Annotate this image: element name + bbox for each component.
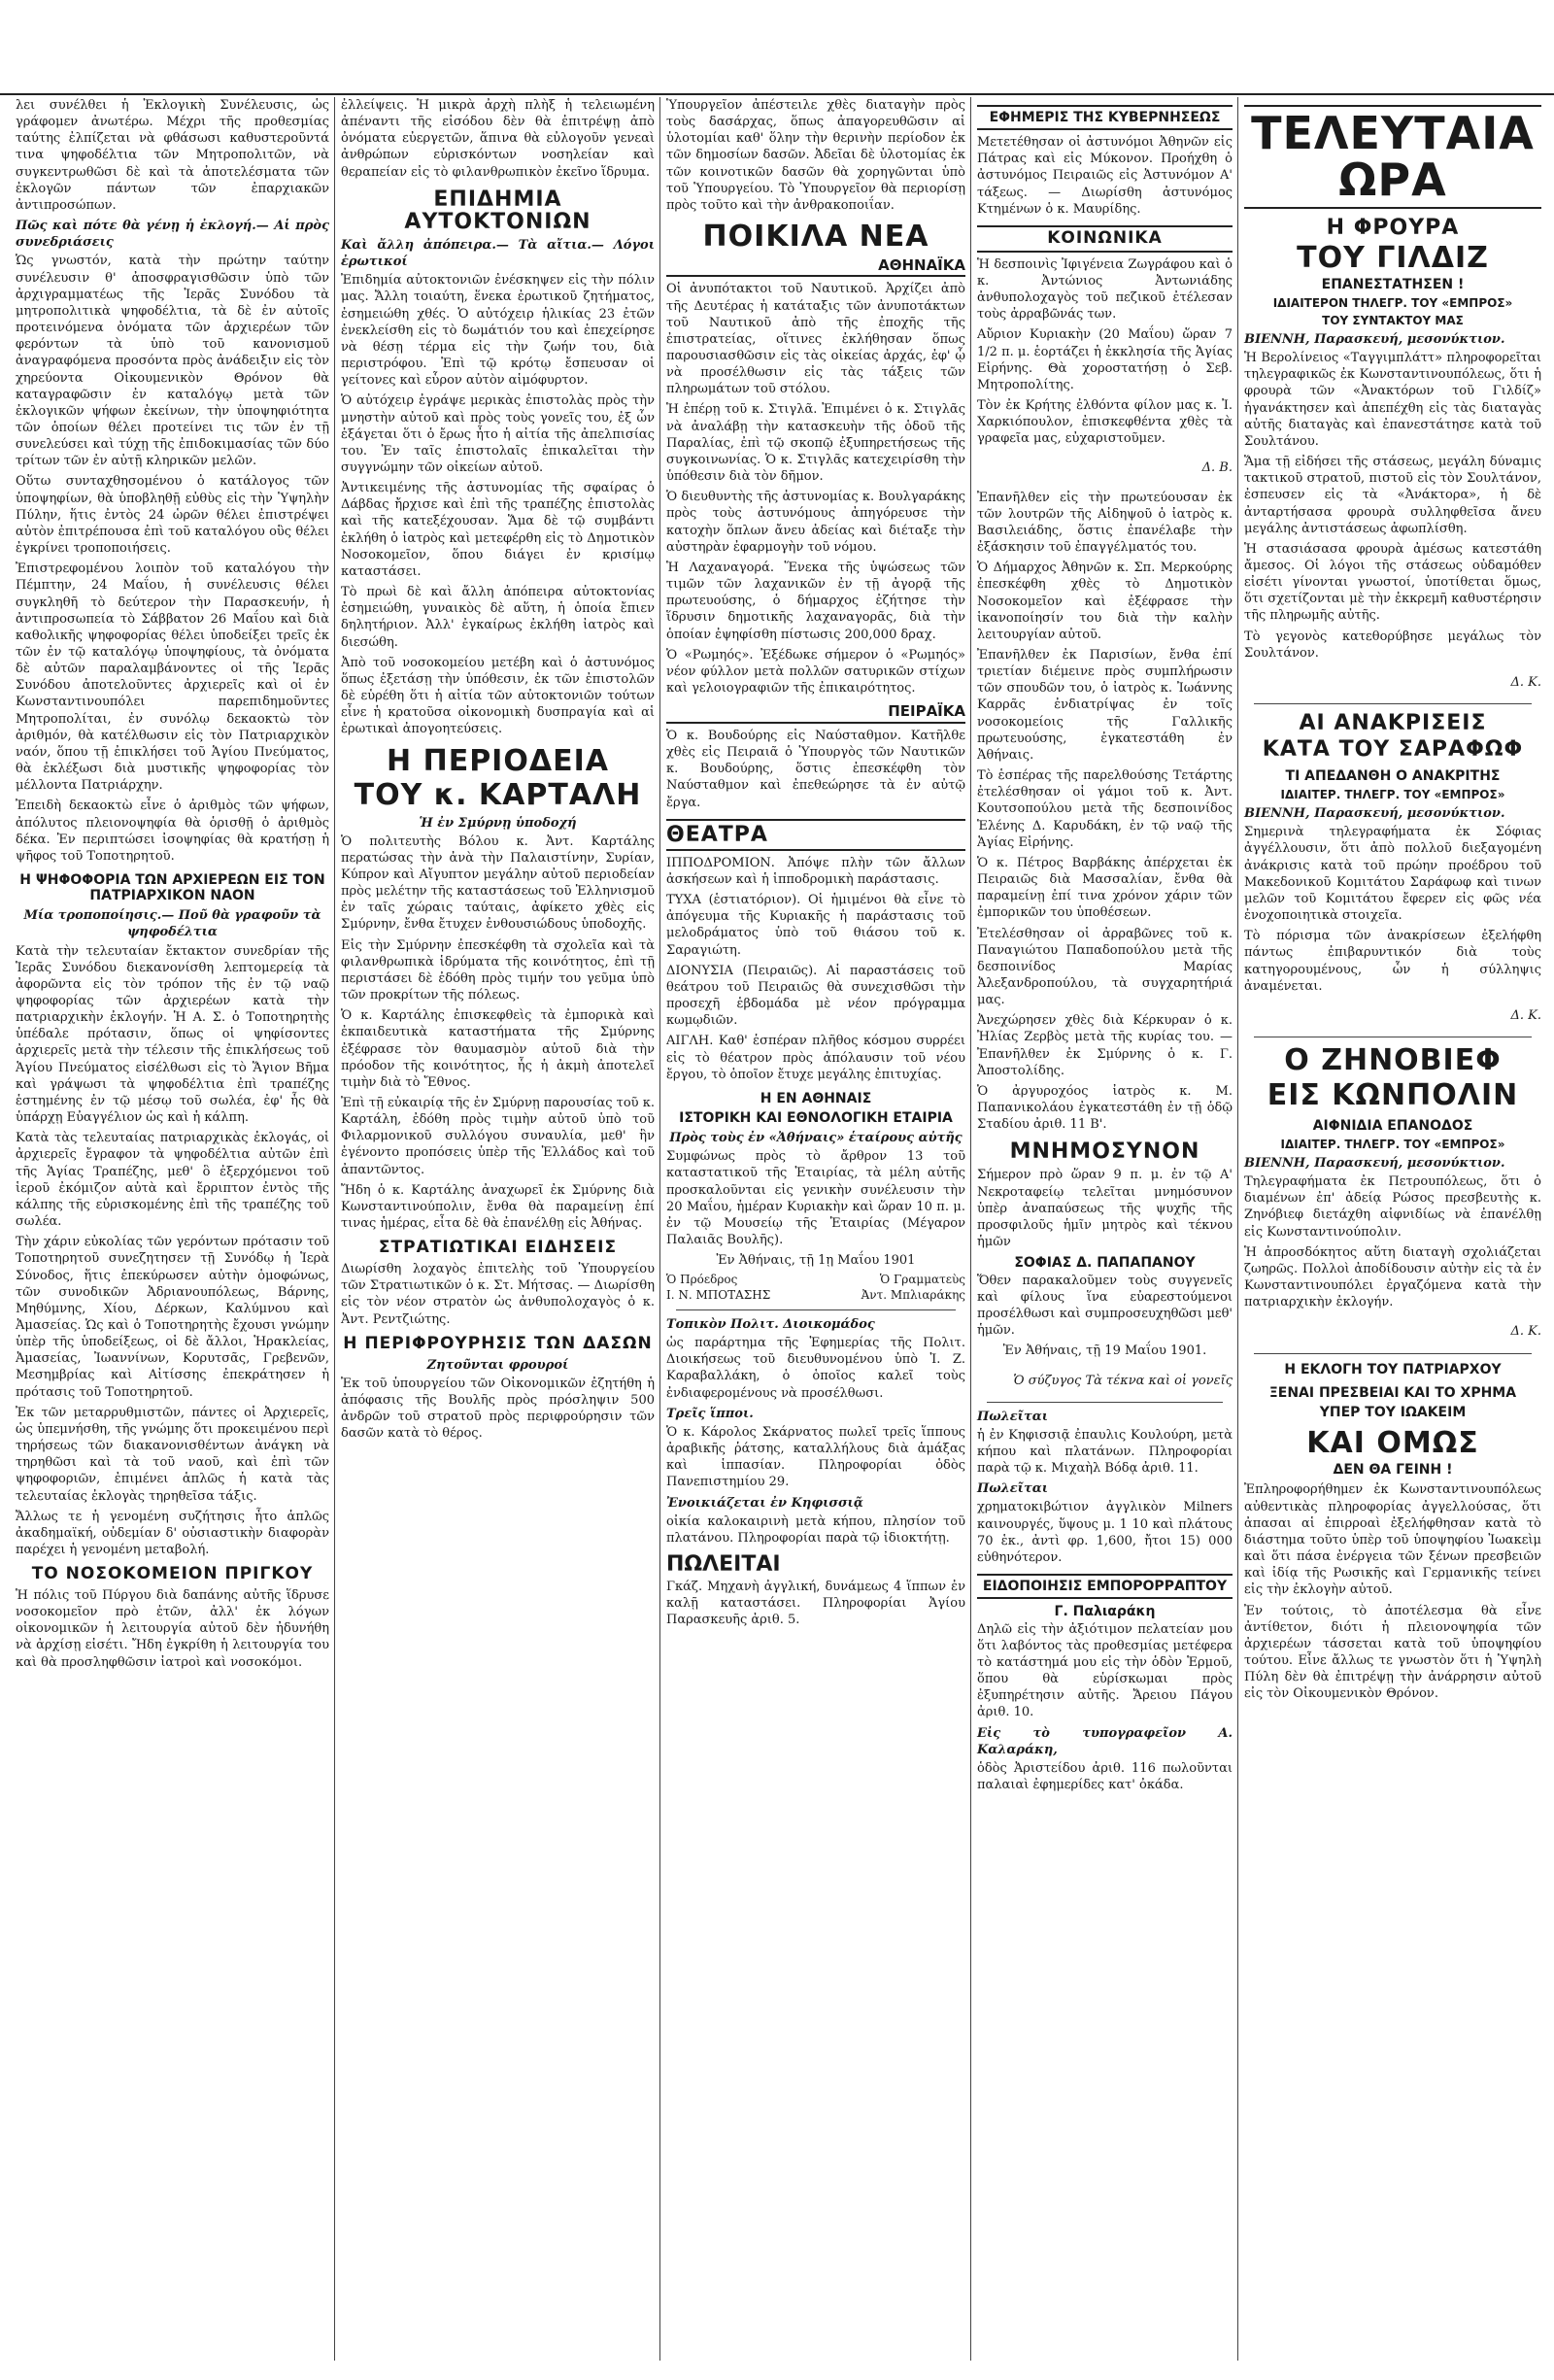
signature: Δ. Κ. — [1510, 1324, 1541, 1340]
article-text: Ἐπειδὴ δεκαοκτὼ εἶνε ὁ ἀριθμὸς τῶν ψήφων, ἀπόλυτος πλειονοψηφία θὰ ὁρισθῇ ὁ ἀριθμὸς δέκα. Ἐν περιπτώσει ἰσοψηφίας θὰ κρατήσῃ ἡ ψῆφος τοῦ Τοποτηρητοῦ. — [16, 799, 329, 864]
article-text: Ὁ διευθυντὴς τῆς ἀστυνομίας κ. Βουλγαράκης πρὸς τοὺς ἀστυνόμους ἀπηγόρευσε τὴν κατοχὴν ὅπλων ἄνευ ἀδείας καὶ διέταξε τὴν αὐστηρὰν ἐφαρμογὴν τοῦ νόμου. — [666, 490, 965, 555]
dateline: ΙΔΙΑΙΤΕΡ. ΤΗΛΕΓΡ. ΤΟΥ «ΕΜΠΡΟΣ» — [1280, 1138, 1505, 1152]
column-3 — [660, 97, 971, 2361]
divider — [1254, 1353, 1532, 1354]
article-text: Τὴν χάριν εὐκολίας τῶν γερόντων πρότασιν τοῦ Τοποτηρητοῦ συνεζητησεν τῇ Συνόδῳ ἡ Ἱερὰ Σύνοδος, ἥτις ἐπεκύρωσεν αὐτὴν ὁμοφώνως, τῶν συνοδικῶν Ἀδριανουπόλεως, Βάρνης, Μηθύμνης, Χίου, Δέρκων, Καλύμνου καὶ Ἀμασείας. Ὡς καὶ ὁ Τοποτηρητὴς ἔχουσι γνώμην ὑπὲρ τῆς ὑποδείξεως, οἱ δὲ ἄλλοι, Ἡρακλείας, Ἀμασείας, Ἰωαννίνων, Κορυτσᾶς, Γρεβενῶν, Μεσημβρίας καὶ Αἰτίσσης ἐπεκράτησεν ἡ πρότασις τοῦ Τοποτηρητοῦ. — [16, 1235, 329, 1400]
subheading: Καὶ ἄλλη ἀπόπειρα.— Τὰ αἴτια.— Λόγοι ἐρωτικοί — [341, 237, 655, 270]
article-text: Εἰς τὴν Σμύρνην ἐπεσκέφθη τὰ σχολεῖα καὶ τὰ φιλανθρωπικὰ ἱδρύματα τῆς κοινότητος, ἐπὶ τῇ περιστάσει δὲ ἐδόθη πρὸς τιμήν του γεῦμα ὑπὸ τῶν προκρίτων τῆς πόλεως. — [341, 937, 655, 1003]
divider — [676, 1309, 956, 1310]
article-text: Ἐπιστρεφομένου λοιπὸν τοῦ καταλόγου τὴν Πέμπτην, 24 Μαΐου, ἡ συνέλευσις θέλει συγκληθῆ τὸ δεύτερον τὴν Παρασκευήν, ἡ ἀντιπροσωπεία τὸ Σάββατον 26 Μαΐου καὶ διὰ καθολικῆς ψηφοφορίας θέλει ὑποδείξει τρεῖς ἐκ τῶν ἐν τῷ καταλόγῳ ὑποψηφίους, τὰ ὀνόματα δὲ αὐτῶν παραλαμβάνοντες οἱ τῆς Ἱερᾶς Συνόδου ἀποτελοῦντες ἀρχιερεῖς καὶ οἱ ἐν Κωνσταντινουπόλει παρεπιδημοῦντες Μητροπολίται, ἐν συνόλῳ δεκαοκτὼ τὸν ἀριθμόν, θὰ κατέλθωσιν εἰς τὸν Πατριαρχικὸν ναόν, ὅπου τῇ ἐπικλήσει τοῦ Ἁγίου Πνεύματος, θὰ ἐκλέξωσι διὰ μυστικῆς ψηφοφορίας τὸν μέλλοντα Πατριάρχην. — [16, 561, 329, 794]
headline: Η ΦΡΟΥΡΑ — [1326, 215, 1460, 240]
headline: ΚΑΤΑ ΤΟΥ ΣΑΡΑΦΩΦ — [1262, 737, 1524, 763]
divider — [1254, 703, 1532, 704]
article-text: Τὸ ἑσπέρας τῆς παρελθούσης Τετάρτης ἐτελέσθησαν οἱ γάμοι τοῦ κ. Ἀντ. Κουτσοπούλου μετὰ τῆς δεσποινίδος Ἑλένης Δ. Καρυδάκη, ἐν τῷ ναῷ τῆς Ἁγίας Εἰρήνης. — [977, 768, 1233, 850]
headline: ΕΠΙΔΗΜΙΑ ΑΥΤΟΚΤΟΝΙΩΝ — [404, 187, 591, 234]
headline: ΥΠΕΡ ΤΟΥ ΙΩΑΚΕΙΜ — [1319, 1404, 1467, 1420]
top-rule — [0, 93, 1554, 95]
headline: ΤΙ ΑΠΕΔΑΝΘΗ Ο ΑΝΑΚΡΙΤΗΣ — [1285, 768, 1501, 785]
headline: ΑΙ ΑΝΑΚΡΙΣΕΙΣ — [1299, 711, 1487, 736]
article-text: Σημερινὰ τηλεγραφήματα ἐκ Σόφιας ἀγγέλλουσιν, ὅτι ἀπὸ πολλοῦ διεξαγομένη ἀνάκρισις κατὰ τοῦ πρώην προέδρου τοῦ Μακεδονικοῦ Κομιτάτου Σαράφωφ καὶ τινων μελῶν τοῦ Κομιτάτου ἔφερεν εἰς φῶς νέα ἐνοχοποιητικὰ στοιχεῖα. — [1244, 825, 1541, 924]
ad-heading: Ἐνοικιάζεται ἐν Κηφισσιᾷ — [666, 1495, 863, 1511]
article-text: Τηλεγραφήματα ἐκ Πετρουπόλεως, ὅτι ὁ διαμένων ἐπ' ἀδείᾳ Ρώσος πρεσβευτὴς κ. Ζηνόβιεφ διετάχθη αἰφνιδίως νὰ ἐπανέλθῃ εἰς Κωνσταντινούπολιν. — [1244, 1174, 1541, 1240]
subheading: Πρὸς τοὺς ἐν «Ἀθήναις» ἑταίρους αὐτῆς — [669, 1131, 963, 1146]
ad-text: χρηματοκιβώτιον ἀγγλικὸν Milners καινουργές, ὕψους μ. 1 10 καὶ πλάτους 70 ἑκ., ἀντὶ φρ. 1,600, ἤτοι 15) 000 εὐθηνότερον. — [977, 1500, 1233, 1565]
ad-heading: Πωλεῖται — [977, 1409, 1049, 1424]
article-text: Ἡ στασιάσασα φρουρὰ ἀμέσως κατεστάθη ἄμεσος. Οἱ λόγοι τῆς στάσεως οὐδαμόθεν εἰσέτι γίνονται γνωστοί, ὑποτίθεται ὅμως, ὅτι σχετίζονται μὲ τὴν ἐκκρεμῆ καθυστέρησιν τῆς πληρωμῆς αὐτῆς. — [1244, 541, 1541, 624]
headline: Η ΠΕΡΙΦΡΟΥΡΗΣΙΣ ΤΩΝ ΔΑΣΩΝ — [343, 1333, 653, 1353]
headline: Η ΨΗΦΟΦΟΡΙΑ ΤΩΝ ΑΡΧΙΕΡΕΩΝ ΕΙΣ ΤΟΝ ΠΑΤΡΙΑΡΧΙΚΟΝ ΝΑΟΝ — [19, 872, 325, 904]
column-1 — [10, 97, 335, 2361]
ad-text: Γκάζ. Μηχανὴ ἀγγλική, δυνάμεως 4 ἵππων ἐν καλῇ καταστάσει. Πληροφορίαι Ἀγίου Παρασκευῆς ἀριθ. 5. — [666, 1580, 965, 1628]
headline: Ο ΖΗΝΟΒΙΕΦ — [1284, 1043, 1502, 1078]
section-label: ΑΘΗΝΑΪΚΑ — [666, 256, 965, 278]
subheading: Ἡ ἐν Σμύρνῃ ὑποδοχή — [419, 815, 577, 831]
ad-text: ὡς παράρτημα τῆς Ἑφημερίας τῆς Πολιτ. Διοικήσεως τοῦ διευθυνομένου ὑπὸ Ἰ. Ζ. Καραβαλλάκη, ὁ ὁποῖος καλεῖ τοὺς ἐνδιαφερομένους νὰ προσέλθωσι. — [666, 1336, 965, 1401]
dateline: ΙΔΙΑΙΤΕΡ. ΤΗΛΕΓΡ. ΤΟΥ «ΕΜΠΡΟΣ» — [1280, 788, 1505, 802]
column-2 — [335, 97, 660, 2361]
headline: ΞΕΝΑΙ ΠΡΕΣΒΕΙΑΙ ΚΑΙ ΤΟ ΧΡΗΜΑ — [1268, 1384, 1517, 1401]
subheading: Ζητοῦνται φρουροί — [426, 1357, 569, 1373]
headline: ΔΕΝ ΘΑ ΓΕΙΝΗ ! — [1333, 1462, 1453, 1479]
article-text: Ὑπουργεῖον ἀπέστειλε χθὲς διαταγὴν πρὸς τοὺς δασάρχας, ὅπως ἀπαγορευθῶσιν αἱ ὑλοτομίαι καθ' ὅλην τὴν θερινὴν περίοδον ἐκ τῶν δημοσίων δασῶν. Ἀδεῖαι δὲ ὑλοτομίας ἐκ τῶν κοινοτικῶν δασῶν θὰ χορηγῶνται ὑπὸ τοῦ Ὑπουργείου. Τὸ Ὑπουργεῖον θὰ περιορίσῃ πρὸς τοῦτο καὶ τὴν ἀνθρακοποιΐαν. — [666, 98, 965, 213]
article-text: Τὸ πρωὶ δὲ καὶ ἄλλη ἀπόπειρα αὐτοκτονίας ἐσημειώθη, γυναικὸς δὲ αὕτη, ἡ ὁποία ἔπιεν δηλητήριον. Ἀλλ' ἐγκαίρως ἐκλήθη ἰατρὸς καὶ διεσώθη. — [341, 585, 655, 650]
article-text: Ἀπὸ τοῦ νοσοκομείου μετέβη καὶ ὁ ἀστυνόμος ὅπως ἐξετάσῃ τὴν ὑπόθεσιν, ἐκ τῶν ἐπιστολῶν δὲ εὑρέθη ὅτι ἡ αἰτία τῶν αὐτοκτονιῶν τούτων εἶνε ἡ κρατοῦσα οἰκονομικὴ δυσπραγία καὶ αἱ ἐρωτικαὶ ἀπογοητεύσεις. — [341, 655, 655, 737]
article-text: Ἀντικειμένης τῆς ἀστυνομίας τῆς σφαίρας ὁ Δάβδας ἤρχισε καὶ ἐπὶ τῆς τραπέζης ἐπιστολὰς καὶ τῆς κατεξέχουσαν. Ἅμα δὲ τῷ συμβάντι ἐκλήθη ὁ ἰατρὸς καὶ μετεφέρθη εἰς τὸ Δημοτικὸν Νοσοκομεῖον, ὅπου διάγει ἐν κρισίμῳ καταστάσει. — [341, 481, 655, 579]
article-text: Ἐπανῆλθεν ἐκ Παρισίων, ἔνθα ἐπί τριετίαν διέμεινε πρὸς συμπλήρωσιν τῶν σπουδῶν του, ὁ ἰατρὸς κ. Ἰωάννης Καρρᾶς ἐνδιατρίψας ἐν τοῖς νοσοκομείοις τῆς Γαλλικῆς πρωτευούσης, ἐγκατεστάθη ἐν Ἀθήναις. — [977, 648, 1233, 763]
article-text: Οὕτω συνταχθησομένου ὁ κατάλογος τῶν ὑποψηφίων, θὰ ὑποβληθῇ εὐθὺς εἰς τὴν Ὑψηλὴν Πύλην, ἥτις ἐντὸς 24 ὡρῶν θέλει ἐπιστρέψει αὐτὸν ἐπιτρέπουσα ἐπὶ τοῦ καταλόγου οὓς θέλει ἐγκρίνει τροποποιήσεις. — [16, 474, 329, 557]
article-text: Σήμερον πρὸ ὥραν 9 π. μ. ἐν τῷ Α' Νεκροταφείῳ τελεῖται μνημόσυνον ὑπὲρ ἀναπαύσεως τῆς ψυχῆς τῆς προσφιλοῦς ἡμῖν μητρὸς καὶ τέκνου ἡμῶν — [977, 1168, 1233, 1250]
signature-title: Ὁ Πρόεδρος — [666, 1273, 738, 1287]
signature-name: Ι. Ν. ΜΠΟΤΑΣΗΣ — [666, 1288, 771, 1303]
signature: Ὁ σύζυγος Τὰ τέκνα καὶ οἱ γονεῖς — [1013, 1373, 1233, 1388]
subheading: Μία τροποποίησις.— Ποῦ θὰ γραφοῦν τὰ ψηφοδέλτια — [23, 908, 321, 940]
article-text: ΙΠΠΟΔΡΟΜΙΟΝ. Ἀπόψε πλὴν τῶν ἄλλων ἀσκήσεων καὶ ἡ ἱπποδρομικὴ παράστασις. — [666, 855, 965, 887]
article-text: Ἡ πόλις τοῦ Πύργου διὰ δαπάνης αὐτῆς ἵδρυσε νοσοκομεῖον πρὸ ἐτῶν, ἀλλ' ἐκ λόγων οἰκονομικῶν ἡ λειτουργία αὐτοῦ δὲν ἠδυνήθη νὰ ἀρχίσῃ εἰσέτι. Ἤδη ἐγκρίθη ἡ λειτουργία του καὶ θὰ προσληφθῶσιν ἰατροὶ καὶ νοσοκόμοι. — [16, 1588, 329, 1670]
ad-heading: Εἰς τὸ τυπογραφεῖον Α. Καλαράκη, — [977, 1725, 1233, 1757]
article-text: Ὁ κ. Πέτρος Βαρβάκης ἀπέρχεται ἐκ Πειραιῶς διὰ Μασσαλίαν, ἔνθα θὰ παραμείνῃ ἐπί τινα χρόνον χάριν τῶν ἐμπορικῶν του ὑποθέσεων. — [977, 855, 1233, 921]
headline: ΠΟΙΚΙΛΑ ΝΕΑ — [702, 220, 929, 255]
article-text: Ἅμα τῇ εἰδήσει τῆς στάσεως, μεγάλη δύναμις τακτικοῦ στρατοῦ, πιστοῦ εἰς τὸν Σουλτάνον, ἐσπευσεν εἰς τὰ «Ἀνάκτορα», ἡ δὲ ἀνταρτήσασα φρουρὰ συλληφθεῖσα ἄνευ μεγάλης ἀντιστάσεως ἀφωπλίσθη. — [1244, 455, 1541, 536]
headline: ΙΣΤΟΡΙΚΗ ΚΑΙ ΕΘΝΟΛΟΓΙΚΗ ΕΤΑΙΡΙΑ — [679, 1109, 953, 1126]
article-text: Ἤδη ὁ κ. Καρτάλης ἀναχωρεῖ ἐκ Σμύρνης διὰ Κωνσταντινούπολιν, ἔνθα θὰ παραμείνῃ ἐπί τινας ἡμέρας, εἶτα δὲ θὰ ἐπανέλθῃ εἰς Ἀθήνας. — [341, 1182, 655, 1232]
article-text: Ἡ ἀπροσδόκητος αὕτη διαταγὴ σχολιάζεται ζωηρῶς. Πολλοὶ ἀποδίδουσιν αὐτὴν εἰς τὰ ἐν Κωνσταντινουπόλει ἐργαζόμενα κατὰ τὴν πατριαρχικὴν ἐκλογήν. — [1244, 1244, 1541, 1310]
dateline: Ἐν Ἀθήναις, τῇ 1ῃ Μαΐου 1901 — [716, 1253, 916, 1269]
signature: Δ. Κ. — [1510, 674, 1541, 690]
article-text: Ὁ «Ρωμηός». Ἐξέδωκε σήμερον ὁ «Ρωμηός» νέον φύλλον μετὰ πολλῶν σατυρικῶν στίχων καὶ γελοιογραφιῶν τῆς ἐπικαιρότητος. — [666, 647, 965, 696]
article-text: Ἐπληροφορήθημεν ἐκ Κωνσταντινουπόλεως αὐθεντικὰς πληροφορίας ἀγγελλούσας, ὅτι ἀπασαι αἱ ἐπιρροαὶ ἐξελήφθησαν κατὰ τὸ διάστημα τοῦτο ὑπὲρ τοῦ ὑποψηφίου Ἰωακεὶμ καὶ ὅτι πάσα ἐνέργεια τῶν ξένων πρεσβειῶν καὶ ἰδίᾳ τῆς Ρωσικῆς καὶ Γερμανικῆς τείνει εἰς τὴν ἐκλογὴν αὐτοῦ. — [1244, 1482, 1541, 1598]
city-line: ΒΙΕΝΝΗ, Παρασκευή, μεσονύκτιον. — [1244, 1155, 1505, 1171]
signature-title: Ὁ Γραμματεὺς — [879, 1273, 965, 1287]
article-text: Ὁ κ. Βουδούρης εἰς Ναύσταθμον. Κατῆλθε χθὲς εἰς Πειραιᾶ ὁ Ὑπουργὸς τῶν Ναυτικῶν κ. Βουδούρης, ὅστις ἐπεσκέφθη τὸν Ναύσταθμον καὶ ἐπεθεώρησε τὰ ἐν αὐτῷ ἔργα. — [666, 728, 965, 810]
headline: ΕΠΑΝΕΣΤΑΤΗΣΕΝ ! — [1321, 277, 1465, 293]
article-text: ΑΙΓΛΗ. Καθ' ἑσπέραν πλῆθος κόσμου συρρέει εἰς τὸ θέατρον πρὸς ἀπόλαυσιν τοῦ νέου ἔργου, τὸ ὁποῖον ἔτυχε μεγάλης ἐπιτυχίας. — [666, 1034, 965, 1082]
headline: ΕΦΗΜΕΡΙΣ ΤΗΣ ΚΥΒΕΡΝΗΣΕΩΣ — [977, 105, 1233, 130]
section-banner: ΤΕΛΕΥΤΑΙΑ ΩΡΑ — [1244, 105, 1541, 209]
column-5 — [1238, 97, 1547, 2361]
article-text: Ἐν τούτοις, τὸ ἀποτέλεσμα θὰ εἶνε ἀντίθετον, διότι ἡ πλειονοψηφία τῶν ἀρχιερέων τάσσεται κατὰ τοῦ ὑποψηφίου τούτου. Εἶνε ἄλλως τε γνωστὸν ὅτι ἡ Ὑψηλὴ Πύλη δὲν θὰ ἐπιτρέψῃ τὴν ἀνάρρησιν αὐτοῦ εἰς τὸν Οἰκουμενικὸν Θρόνον. — [1244, 1603, 1541, 1702]
article-text: ΔΙΟΝΥΣΙΑ (Πειραιῶς). Αἱ παραστάσεις τοῦ θεάτρου τοῦ Πειραιῶς θὰ συνεχισθῶσι τὴν προσεχῆ ἑβδομάδα μὲ νέον πρόγραμμα κωμῳδιῶν. — [666, 963, 965, 1029]
ad-heading: Πωλεῖται — [977, 1481, 1049, 1497]
ad-heading: Τοπικὸν Πολιτ. Διοικομάδος — [666, 1316, 875, 1332]
headline: ΕΙΔΟΠΟΙΗΣΙΣ ΕΜΠΟΡΟΡΡΑΠΤΟΥ — [977, 1574, 1233, 1599]
article-text: Τὸ γεγονὸς κατεθορύβησε μεγάλως τὸν Σουλτάνον. — [1244, 629, 1541, 661]
headline: Η ΠΕΡΙΟΔΕΙΑ — [387, 743, 609, 778]
city-line: ΒΙΕΝΝΗ, Παρασκευή, μεσονύκτιον. — [1244, 806, 1505, 822]
signature-row — [666, 1273, 965, 1304]
article-text: Ὅθεν παρακαλοῦμεν τοὺς συγγενεῖς καὶ φίλους ἵνα εὐαρεστούμενοι προσέλθωσι καὶ συμπροσευχηθῶσι μεθ' ἡμῶν. — [977, 1273, 1233, 1339]
dateline: Ἐν Ἀθήναις, τῇ 19 Μαΐου 1901. — [1002, 1343, 1207, 1359]
headline: ΘΕΑΤΡΑ — [666, 819, 965, 851]
article-text: Ἐπὶ τῇ εὐκαιρίᾳ τῆς ἐν Σμύρνῃ παρουσίας τοῦ κ. Καρτάλη, ἐδόθη πρὸς τιμὴν αὐτοῦ ὑπὸ τοῦ Φιλαρμονικοῦ συλλόγου συναυλία, μεθ' ἣν ἐγένοντο προπόσεις ὑπὲρ τῆς Ἑλλάδος καὶ τοῦ ἀπαντῶντος. — [341, 1096, 655, 1177]
article-text: Ἡ δεσποινὶς Ἰφιγένεια Ζωγράφου καὶ ὁ κ. Ἀντώνιος Ἀντωνιάδης ἀνθυπολοχαγὸς τοῦ πεζικοῦ ἐτέλεσαν τοὺς ἀρραβῶνάς των. — [977, 256, 1233, 323]
article-text: Κατὰ τὴν τελευταίαν ἔκτακτον συνεδρίαν τῆς Ἱερᾶς Συνόδου διεκανονίσθη λεπτομερείᾳ τὰ ἀφορῶντα εἰς τὸν τρόπον τῆς ἐν τῷ ναῷ ψηφοφορίας τῶν ἀρχιερέων κατὰ τὴν πατριαρχικὴν ἐκλογήν. Ἡ Α. Σ. ὁ Τοποτηρητὴς ὑπέδαλε πρότασιν, ὅπως οἱ ψηφίσοντες ἀρχιερεῖς μετὰ τὴν τέλεσιν τῆς ἐπικλήσεως τοῦ Ἁγίου Πνεύματος εἰσέλθωσι εἰς τὸ Ἅγιον Βῆμα καὶ γράψωσι τὰ ψηφοδέλτια ἐπὶ τραπέζης ἑστημένης ἐν τῷ μέσῳ τοῦ σωλέα, ἐφ' ἧς θὰ ὑπάρχῃ Εὐαγγέλιον ὡς καὶ ἡ κάλπη. — [16, 943, 329, 1126]
ad-text: Ὁ κ. Κάρολος Σκάρνατος πωλεῖ τρεῖς ἵππους ἀραβικῆς ῥάτσης, καταλλήλους διὰ ἁμάξας καὶ ἱππασίαν. Πληροφορίαι ὁδὸς Πανεπιστημίου 29. — [666, 1424, 965, 1490]
article-text: Οἱ ἀνυπότακτοι τοῦ Ναυτικοῦ. Ἀρχίζει ἀπὸ τῆς Δευτέρας ἡ κατάταξις τῶν ἀνυποτάκτων τοῦ Ναυτικοῦ ἀπὸ τῆς ἐποχῆς τῆς ἐπιστρατείας, οἵτινες ἐκλήθησαν ὅπως παρουσιασθῶσιν εἰς τὰς οἰκείας ἀρχάς, ἐφ' ᾧ νὰ προσέλθωσιν εἰς τὰς τάξεις τῶν πληρωμάτων τοῦ στόλου. — [666, 282, 965, 397]
article-text: λει συνέλθει ἡ Ἐκλογικὴ Συνέλευσις, ὡς γράφομεν ἀνωτέρω. Μέχρι τῆς προθεσμίας ταύτης ἐλπίζεται νὰ φθάσωσι καθυστεροῦντά τινα ψηφοδέλτια τῶν Μητροπολιτῶν, νὰ συγκεντρωθῶσι δὲ καὶ τὰ ἀποτελέσματα τῶν ἐκλογῶν πάντων τῶν ἐπαρχιακῶν ἀντιπροσώπων. — [16, 98, 329, 213]
article-text: Ἀνεχώρησεν χθὲς διὰ Κέρκυραν ὁ κ. Ἠλίας Ζερβὸς μετὰ τῆς κυρίας του. — Ἐπανῆλθεν ἐκ Σμύρνης ὁ κ. Γ. Ἀποστολίδης. — [977, 1013, 1233, 1078]
column-4 — [971, 97, 1238, 2361]
notice-name: Γ. Παλιαράκη — [1054, 1604, 1156, 1620]
article-text: Ἐκ τῶν μεταρρυθμιστῶν, πάντες οἱ Ἀρχιερεῖς, ὡς ὑπεμνήσθη, τῆς γνώμης ὅτι προκειμένου περὶ τηρήσεως τῶν διακανονισθέντων ἀνάγκη νὰ τηρηθῶσι καὶ τὰ τοῦ ναοῦ, καὶ ἐπὶ τῶν ψηφοφοριῶν, ἐπιμένει ἁπλῶς ἡ κατὰ τὰς τελευταίας ἐκλογὰς τηρηθεῖσα τάξις. — [16, 1405, 329, 1504]
article-text: Ὁ πολιτευτὴς Βόλου κ. Ἀντ. Καρτάλης περατώσας τὴν ἀνὰ τὴν Παλαιστίνην, Συρίαν, Κύπρον καὶ Αἴγυπτον μεγάλην αὐτοῦ περιοδείαν πρὸς μελέτην τῆς καταστάσεως τοῦ Ἑλληνισμοῦ ἐν ταῖς χώραις ταύταις, ἀφίκετο χθὲς εἰς Σμύρνην, ἔνθα ἔτυχεν ἐνθουσιώδους ὑποδοχῆς. — [341, 833, 655, 933]
divider — [987, 1402, 1223, 1403]
ad-text: ὁδὸς Ἀριστείδου ἀριθ. 116 πωλοῦνται παλαιαὶ ἐφημερίδες κατ' ὀκάδα. — [977, 1760, 1233, 1793]
ad-heading: Τρεῖς ἵπποι. — [666, 1406, 754, 1421]
ad-text: οἰκία καλοκαιρινὴ μετὰ κήπου, πλησίον τοῦ πλατάνου. Πληροφορίαι παρὰ τῷ ἰδιοκτήτῃ. — [666, 1513, 965, 1546]
article-text: Ὁ αὐτόχειρ ἐγράψε μερικὰς ἐπιστολὰς πρὸς τὴν μνηστὴν αὐτοῦ καὶ πρὸς τοὺς γονεῖς του, ἐξ ὧν ἐξάγεται ὅτι ὁ ἔρως ἦτο ἡ αἰτία τῆς ἀπελπισίας του. Ἐν ταῖς ἐπιστολαῖς ἐπικαλεῖται τὴν συγγνώμην τῶν οἰκείων αὐτοῦ. — [341, 393, 655, 475]
signature-right — [861, 1273, 965, 1304]
article-text: ἐλλείψεις. Ἡ μικρὰ ἀρχὴ πλὴξ ἡ τελειωμένη ἀπέναντι τῆς εἰσόδου δὲν θὰ ἐπιτρέψῃ ἀπὸ ὀνόματα εὐεργετῶν, ἅπινα θὰ εὐλογοῦν γενεαὶ ἀνθρώπων εὑρισκόντων νοσηλείαν καὶ θεραπείαν εἰς τὸ φιλανθρωπικὸν ἐκεῖνο ἵδρυμα. — [341, 98, 655, 180]
article-text: Ἐτελέσθησαν οἱ ἀρραβῶνες τοῦ κ. Παναγιώτου Παπαδοπούλου μετὰ τῆς δεσποινίδος Μαρίας Ἀλεξανδροπούλου, τὰ συγχαρητήριά μας. — [977, 926, 1233, 1008]
article-text: Ἡ ἐπέρῃ τοῦ κ. Στιγλᾶ. Ἐπιμένει ὁ κ. Στιγλᾶς νὰ ἀναλάβῃ τὴν κατασκευὴν τῆς ὁδοῦ τῆς Παραλίας, ἐπὶ τῷ σκοπῷ ἐξυπηρετήσεως τῆς συγκοινωνίας. Ὁ κ. Στιγλᾶς κατεχειρίσθη τὴν ὑπόθεσιν διὰ τὸν δῆμον. — [666, 402, 965, 485]
headline: ΤΟΥ κ. ΚΑΡΤΑΛΗ — [354, 778, 642, 812]
memorial-name: ΣΟΦΙΑΣ Δ. ΠΑΠΑΠΑΝΟΥ — [1014, 1255, 1196, 1272]
dateline: ΙΔΙΑΙΤΕΡΟΝ ΤΗΛΕΓΡ. ΤΟΥ «ΕΜΠΡΟΣ» — [1272, 296, 1513, 311]
article-text: Ἡ Βερολίνειος «Ταγγιμπλάττ» πληροφορεῖται τηλεγραφικῶς ἐκ Κωνσταντινουπόλεως, ὅτι ἡ φρουρὰ τῶν «Ἀνακτόρων τοῦ Γιλδίζ» ἠγανάκτησεν καὶ ἀπεπέχθη εἰς τὰς διαταγὰς αὐτῆς διαταγὰς καὶ ἐπανεστάτησε κατὰ τοῦ Σουλτάνου. — [1244, 351, 1541, 449]
subheading: Πῶς καὶ πότε θὰ γένῃ ἡ ἐκλογή.— Αἱ πρὸς συνεδριάσεις — [16, 219, 329, 251]
article-text: Διωρίσθη λοχαγὸς ἐπιτελὴς τοῦ Ὑπουργείου τῶν Στρατιωτικῶν ὁ κ. Στ. Μήτσας. — Διωρίσθη εἰς τὸν νέον στρατὸν ὡς ἀνθυπολοχαγὸς ὁ κ. Ἀντ. Ρεντζιώτης. — [341, 1262, 655, 1327]
headline: ΕΙΣ ΚΩΝΠΟΛΙΝ — [1267, 1077, 1519, 1112]
article-text: Μετετέθησαν οἱ ἀστυνόμοι Ἀθηνῶν εἰς Πάτρας καὶ εἰς Μύκονον. Προήχθη ὁ ἀστυνόμος Πειραιῶς εἰς Ἀστυνόμον Α' τάξεως. — Διωρίσθη ἀστυνόμος Κτημένων ὁ κ. Μαυρίδης. — [977, 135, 1233, 217]
article-text: Ὡς γνωστόν, κατὰ τὴν πρώτην ταύτην συνέλευσιν θ' ἀποσφραγισθῶσιν ὑπὸ τῶν ἀρχιγραμματέως τῆς Ἱερᾶς Συνόδου τὰ μητροπολιτικὰ ψηφοδέλτια, τὰ δὲ ἐν αὐτοῖς προτεινόμενα ὀνόματα τῶν ἀρχιερέων τῶν φερόντων τὰ ὑπὸ τοῦ κανονισμοῦ ἀναγραφόμενα προσόντα πρὸς ἀνάδειξιν εἰς τὸν χηρεύοντα Οἰκουμενικὸν Θρόνον θὰ καταγραφῶσιν ἐν καταλόγῳ μετὰ τῶν ἐκλογικῶν ψήφων ἐκείνων, τὴν ὑποψηφιότητα τῶν ὁποίων θέλει προτείνει τις τῶν ἐν τῇ συνελεύσει καὶ τύχῃ τῆς ἐπιδοκιμασίας τῶν δύο τρίτων τῶν ἐν αὐτῇ κληρικῶν μελῶν. — [16, 254, 329, 469]
headline: ΤΟΥ ΓΙΛΔΙΖ — [1297, 240, 1489, 275]
dateline: ΤΟΥ ΣΥΝΤΑΚΤΟΥ ΜΑΣ — [1322, 314, 1464, 328]
headline: Η ΕΝ ΑΘΗΝΑΙΣ — [760, 1090, 872, 1106]
city-line: ΒΙΕΝΝΗ, Παρασκευή, μεσονύκτιον. — [1244, 331, 1505, 347]
headline: Η ΕΚΛΟΓΗ ΤΟΥ ΠΑΤΡΙΑΡΧΟΥ — [1284, 1361, 1502, 1377]
headline: ΜΝΗΜΟΣΥΝΟΝ — [1009, 1139, 1200, 1165]
article-text: Ὁ Δήμαρχος Ἀθηνῶν κ. Σπ. Μερκούρης ἐπεσκέφθη χθὲς τὸ Δημοτικὸν Νοσοκομεῖον καὶ ἐξέφρασε τὴν ἱκανοποίησίν του διὰ τὴν καλὴν λειτουργίαν αὐτοῦ. — [977, 561, 1233, 642]
article-text: ΤΥΧΑ (ἑστιατόριον). Οἱ ἡμιμένοι θὰ εἶνε τὸ ἀπόγευμα τῆς Κυριακῆς ἡ παράστασις τοῦ μελοδράματος ὑπὸ τοῦ θιάσου τοῦ κ. Σαραγιώτη. — [666, 893, 965, 958]
headline: ΚΑΙ ΟΜΩΣ — [1306, 1425, 1479, 1460]
headline: ΑΙΦΝΙΔΙΑ ΕΠΑΝΟΔΟΣ — [1312, 1118, 1473, 1135]
signature: Δ. Κ. — [1510, 1007, 1541, 1023]
article-text: Ἐπανῆλθεν εἰς τὴν πρωτεύουσαν ἐκ τῶν λουτρῶν τῆς Αἰδηψοῦ ὁ ἰατρὸς κ. Βασιλειάδης, ὅστις ἐπανέλαβε τὴν ἐξάσκησιν τοῦ ἐπαγγέλματός του. — [977, 490, 1233, 556]
article-text: Ἄλλως τε ἡ γενομένη συζήτησις ἦτο ἁπλῶς ἀκαδημαϊκή, οὐδεμίαν δ' οὐσιαστικὴν διαφορὰν παρέχει ἡ γενομένη μεταβολή. — [16, 1509, 329, 1557]
article-text: Τὸν ἐκ Κρήτης ἐλθόντα φίλον μας κ. Ἰ. Χαρκιόπουλον, ἐπισκεφθέντα χθὲς τὰ γραφεῖα μας, εὐχαριστοῦμεν. — [977, 397, 1233, 447]
article-text: Ἡ Λαχαναγορά. Ἕνεκα τῆς ὑψώσεως τῶν τιμῶν τῶν λαχανικῶν ἐν τῇ ἀγορᾷ τῆς πρωτευούσης, ὁ δήμαρχος ἐζήτησε τὴν ἵδρυσιν δημοτικῆς λαχαναγορᾶς, διὰ τὴν ὁποίαν ἐψηφίσθη πίστωσις 200,000 δραχ. — [666, 560, 965, 642]
article-text: Ὁ κ. Καρτάλης ἐπισκεφθεὶς τὰ ἐμπορικὰ καὶ ἐκπαιδευτικὰ καταστήματα τῆς Σμύρνης ἐξέφρασε τὸν θαυμασμὸν αὐτοῦ διὰ τὴν πρόοδον τῆς κοινότητος, ἧς ἡ ἀκμὴ ἀποτελεῖ τιμὴν διὰ τὸ Ἔθνος. — [341, 1008, 655, 1090]
article-text: Αὔριον Κυριακὴν (20 Μαΐου) ὥραν 7 1/2 π. μ. ἑορτάζει ἡ ἐκκλησία τῆς Ἁγίας Εἰρήνης. Θὰ χοροστατήσῃ ὁ Σεβ. Μητροπολίτης. — [977, 327, 1233, 392]
signature-left — [666, 1273, 770, 1304]
article-text: Ὁ ἀργυροχόος ἰατρὸς κ. Μ. Παπανικολάου ἐγκατεστάθη ἐν τῇ ὁδῷ Σταδίου ἀριθ. 11 Β'. — [977, 1083, 1233, 1133]
article-text: Κατὰ τὰς τελευταίας πατριαρχικὰς ἐκλογάς, οἱ ἀρχιερεῖς ἔγραφον τὰ ψηφοδέλτια αὐτῶν ἐπὶ τῆς Ἁγίας Τραπέζης, μεθ' ὃ ἐξερχόμενοι τοῦ ἱεροῦ ἐκόμιζον αὐτὰ καὶ ἔρριπτον ἐντὸς τῆς κάλπης τῆς εὑρισκομένης ἐπὶ τῆς τραπέζης τοῦ σωλέα. — [16, 1131, 329, 1230]
article-text: Ἐπιδημία αὐτοκτονιῶν ἐνέσκηψεν εἰς τὴν πόλιν μας. Ἄλλη τοιαύτη, ἕνεκα ἐρωτικοῦ ζητήματος, ἐσημειώθη χθές. Ὁ αὐτόχειρ ἡλικίας 23 ἐτῶν ἐνεκλείσθη εἰς τὸ δωμάτιόν του καὶ ἐπεχείρησε νὰ θέσῃ τέρμα εἰς τὴν ζωήν του, διὰ περιστρόφου. Ἐπὶ τῷ κρότῳ ἔσπευσαν οἱ γείτονες καὶ εὗρον αὐτὸν αἱμόφυρτον. — [341, 273, 655, 389]
article-text: Συμφώνως πρὸς τὸ ἄρθρον 13 τοῦ καταστατικοῦ τῆς Ἑταιρίας, τὰ μέλη αὐτῆς προσκαλοῦνται εἰς γενικὴν συνέλευσιν τὴν 20 Μαΐου, ἡμέραν Κυριακὴν καὶ ὥραν 10 π. μ. ἐν τῷ Μουσείῳ τῆς Ἑταιρίας (Μέγαρον Παλαιᾶς Βουλῆς). — [666, 1149, 965, 1247]
section-label: ΠΕΙΡΑΪΚΑ — [666, 702, 965, 724]
signature: Δ. Β. — [1201, 460, 1233, 476]
ad-heading: ΠΩΛΕΙΤΑΙ — [666, 1551, 781, 1577]
headline: ΚΟΙΝΩΝΙΚΑ — [977, 225, 1233, 253]
article-text: Ἐκ τοῦ ὑπουργείου τῶν Οἰκονομικῶν ἐζητήθη ἡ ἀπόφασις τῆς Βουλῆς πρὸς πρόσληψιν 500 ἀνδρῶν τοῦ στρατοῦ πρὸς περιφρούρησιν τῶν δασῶν κατὰ τὸ θέρος. — [341, 1376, 655, 1442]
ad-text: ἡ ἐν Κηφισσιᾷ ἐπαυλις Κουλούρη, μετὰ κήπου καὶ πλατάνων. Πληροφορίαι παρὰ τῷ κ. Μιχαὴλ Βόδᾳ ἀριθ. 11. — [977, 1427, 1233, 1477]
ad-text: Δηλῶ εἰς τὴν ἀξιότιμον πελατείαν μου ὅτι λαβόντος τὰς προθεσμίας μετέφερα τὸ κατάστημά μου εἰς τὴν ὁδὸν Ἑρμοῦ, ὅπου θὰ εὑρίσκωμαι πρὸς ἐξυπηρέτησιν αὐτῆς. Ἄρειου Πάγου ἀριθ. 10. — [977, 1621, 1233, 1720]
signature-name: Ἀντ. Μπλιαράκης — [861, 1288, 965, 1303]
article-text: Τὸ πόρισμα τῶν ἀνακρίσεων ἐξελήφθη πάντως ἐπιβαρυντικόν διὰ τοὺς κατηγορουμένους, ὧν ἡ σύλληψις ἀναμένεται. — [1244, 929, 1541, 994]
headline: ΤΟ ΝΟΣΟΚΟΜΕΙΟΝ ΠΡΙΓΚΟΥ — [31, 1564, 314, 1584]
headline: ΣΤΡΑΤΙΩΤΙΚΑΙ ΕΙΔΗΣΕΙΣ — [378, 1238, 618, 1258]
